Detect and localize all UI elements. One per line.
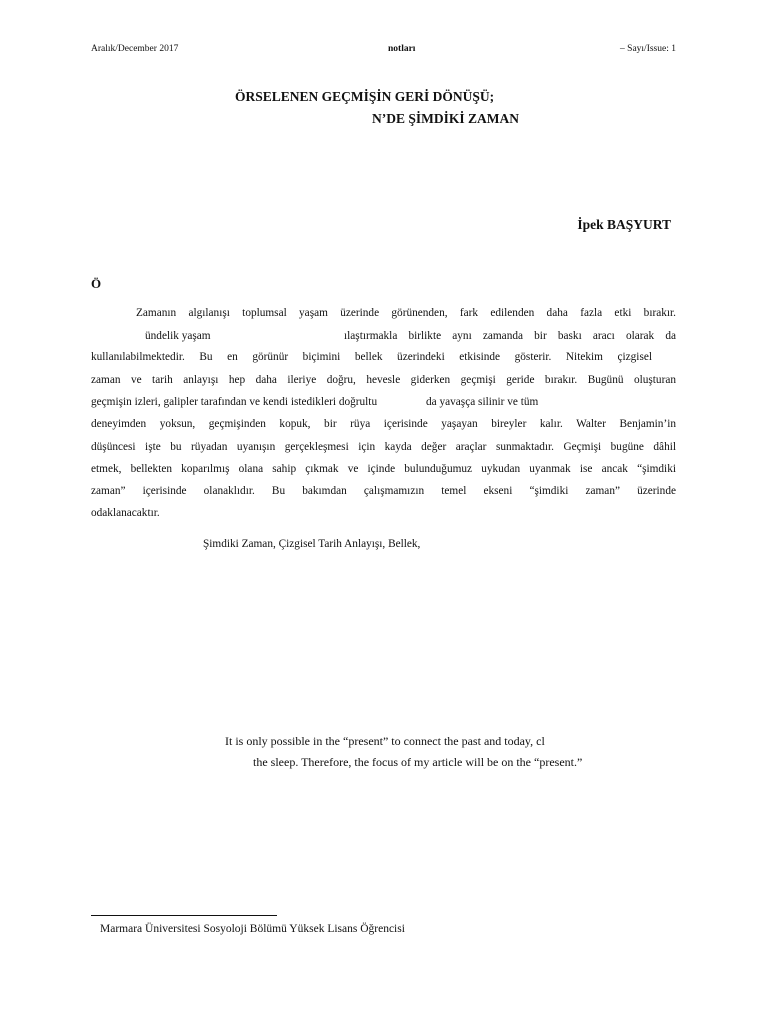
abstract-line: zaman ve tarih anlayışı hep daha ileriye doğru, hevesle giderken geçmişi geride bırakır. Bugünü oluşturan <box>91 374 676 386</box>
keywords-tr: Şimdiki Zaman, Çizgisel Tarih Anlayışı, Bellek, <box>203 538 421 550</box>
abstract-line: odaklanacaktır. <box>91 507 160 519</box>
abstract-line: zaman” içerisinde olanaklıdır. Bu bakımdan çalışmamızın temel ekseni “şimdiki zaman” üzerinde <box>91 485 676 497</box>
abstract-en-line: the sleep. Therefore, the focus of my article will be on the “present.” <box>253 755 583 769</box>
article-title-line-1: ÖRSELENEN GEÇMİŞİN GERİ DÖNÜŞÜ; <box>235 89 495 104</box>
abstract-line: ündelik yaşam <box>145 330 211 342</box>
header-issue: – Sayı/Issue: 1 <box>620 44 676 54</box>
abstract-line: düşüncesi işte bu rüyadan uyanışın gerçekleşmesi için kayda değer araçlar sunmaktadır. Geçmişi bugüne dâhil <box>91 441 676 453</box>
abstract-line: geçmişin izleri, galipler tarafından ve kendi istedikleri doğrultu <box>91 396 378 408</box>
section-heading: Ö <box>91 276 102 291</box>
article-title-line-2: N’DE ŞİMDİKİ ZAMAN <box>372 111 520 126</box>
author-name: İpek BAŞYURT <box>577 217 671 232</box>
abstract-line: Zamanın algılanışı toplumsal yaşam üzerinde görünenden, fark edilenden daha fazla etki bırakır. <box>136 307 676 319</box>
header-journal: notları <box>388 44 416 54</box>
abstract-line: ılaştırmakla birlikte aynı zamanda bir baskı aracı olarak da <box>344 330 676 342</box>
footnote-divider <box>91 915 277 916</box>
abstract-line: deneyimden yoksun, geçmişinden kopuk, bir rüya içerisinde yaşayan bireyler kalır. Walter Benjamin’in <box>91 418 676 430</box>
abstract-line: da yavaşça silinir ve tüm <box>426 396 539 408</box>
abstract-en-line: It is only possible in the “present” to connect the past and today, cl <box>225 734 545 748</box>
header-date: Aralık/December 2017 <box>91 44 179 54</box>
abstract-line: kullanılabilmektedir. Bu en görünür biçimini bellek üzerindeki etkisinde gösterir. Nitekim çizgisel <box>91 351 652 363</box>
footnote: Marmara Üniversitesi Sosyoloji Bölümü Yüksek Lisans Öğrencisi <box>100 923 405 935</box>
abstract-line: etmek, bellekten koparılmış olana sahip çıkmak ve içinde bulunduğumuz uykudan uyanmak ise ancak “şimdiki <box>91 463 676 475</box>
